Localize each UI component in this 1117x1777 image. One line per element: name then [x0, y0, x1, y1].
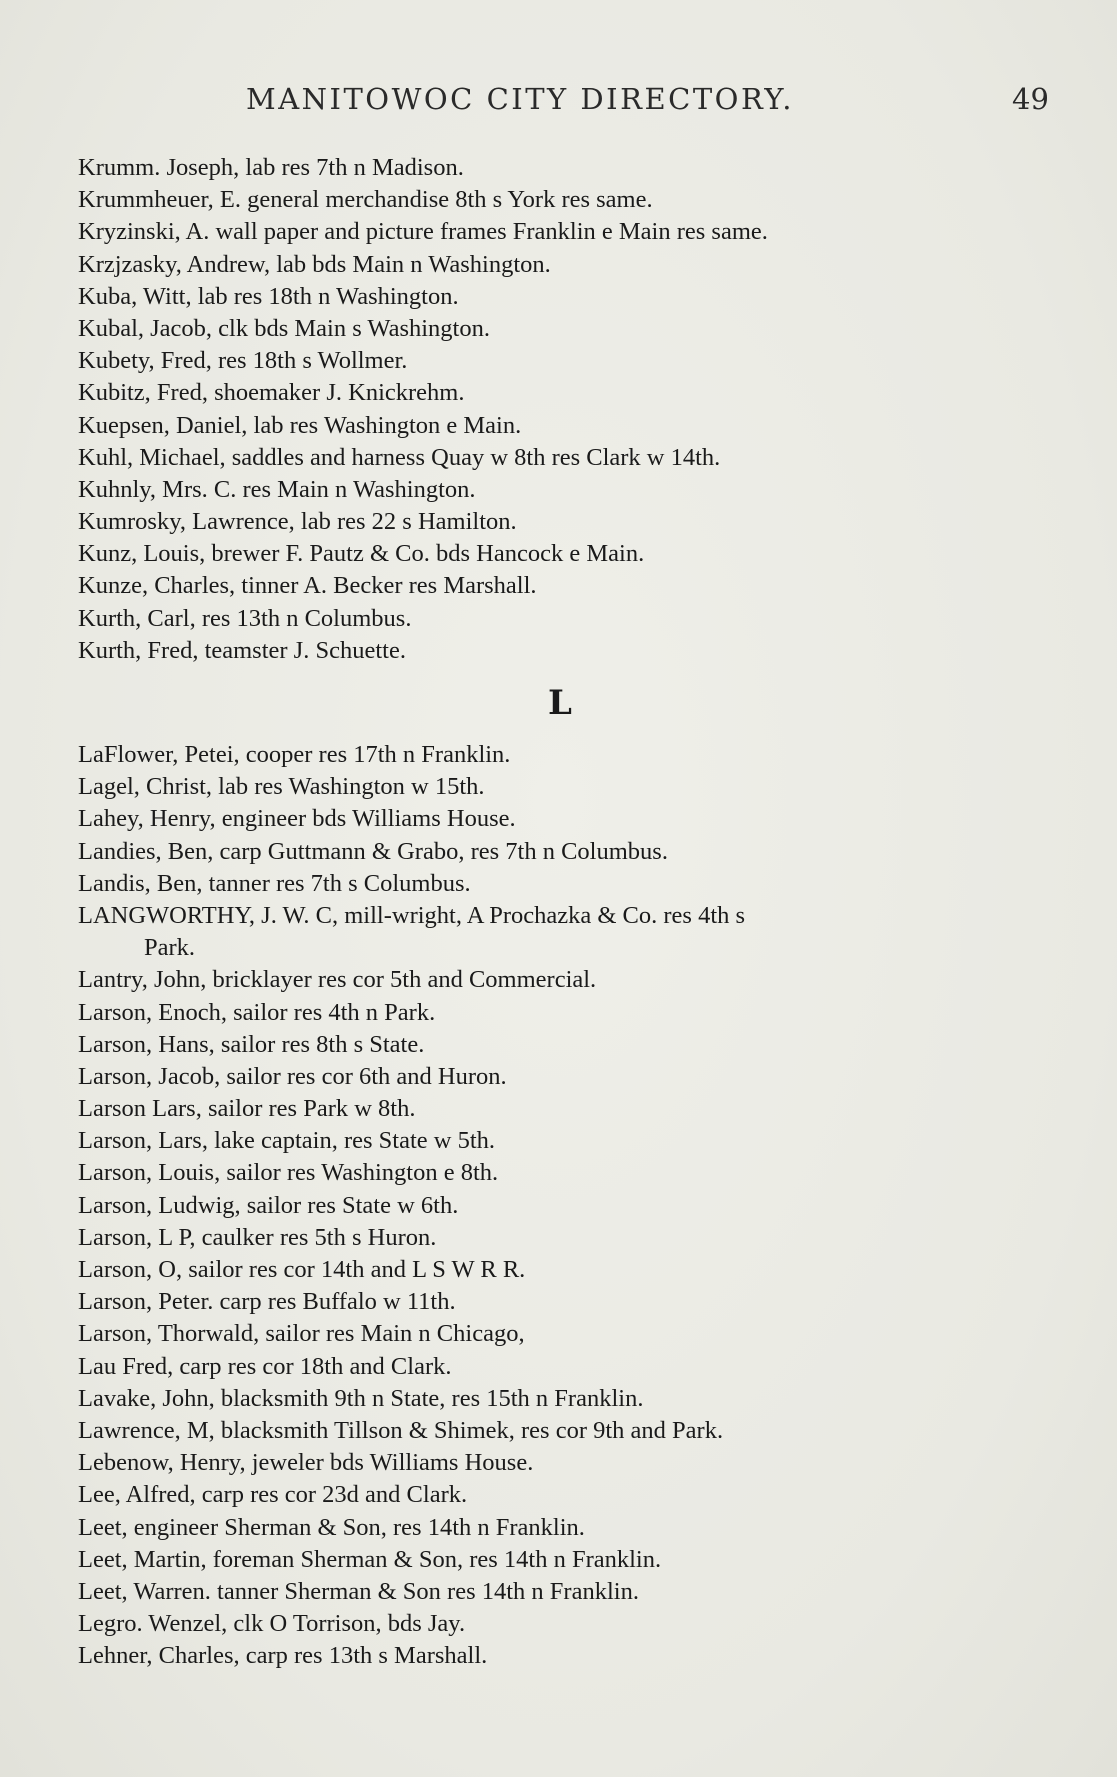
directory-entry: Lau Fred, carp res cor 18th and Clark.: [78, 1352, 452, 1380]
directory-entry-wrapped: [78, 900, 1078, 964]
directory-entry: Larson, Thorwald, sailor res Main n Chicago,: [78, 1320, 525, 1348]
running-title: MANITOWOC CITY DIRECTORY.: [246, 82, 795, 116]
directory-entry: Lavake, John, blacksmith 9th n State, res 15th n Franklin.: [78, 1384, 644, 1412]
directory-entry: LaFlower, Petei, cooper res 17th n Franklin.: [78, 741, 511, 768]
page-header: [0, 82, 1117, 122]
directory-entry: Krummheuer, E. general merchandise 8th s York res same.: [78, 186, 653, 214]
directory-entry: Kubitz, Fred, shoemaker J. Knickrehm.: [78, 379, 465, 407]
directory-entries: [78, 152, 1078, 1672]
directory-entry: Landis, Ben, tanner res 7th s Columbus.: [78, 869, 471, 897]
entry-line: LANGWORTHY, J. W. C, mill-wright, A Prochazka & Co. res 4th s: [78, 901, 746, 929]
directory-entry: Krumm. Joseph, lab res 7th n Madison.: [78, 154, 464, 181]
directory-entry: Larson, Ludwig, sailor res State w 6th.: [78, 1191, 459, 1219]
directory-entry: Lantry, John, bricklayer res cor 5th and Commercial.: [78, 966, 597, 994]
entry-continuation-line: Park.: [144, 934, 196, 962]
directory-entry: Larson, Peter. carp res Buffalo w 11th.: [78, 1288, 456, 1316]
section-letter-heading: L: [548, 683, 572, 723]
directory-entry: Lahey, Henry, engineer bds Williams House.: [78, 805, 516, 833]
directory-entry: Kubal, Jacob, clk bds Main s Washington.: [78, 314, 490, 342]
directory-entry: Kuba, Witt, lab res 18th n Washington.: [78, 282, 459, 310]
directory-entry: Leet, Martin, foreman Sherman & Son, res 14th n Franklin.: [78, 1545, 662, 1573]
directory-entry: Lebenow, Henry, jeweler bds Williams House.: [78, 1449, 534, 1477]
directory-entry: Lawrence, M, blacksmith Tillson & Shimek, res cor 9th and Park.: [78, 1416, 724, 1444]
directory-entry: Kuhnly, Mrs. C. res Main n Washington.: [78, 475, 476, 503]
directory-entry: Lee, Alfred, carp res cor 23d and Clark.: [78, 1481, 468, 1509]
directory-entry: Kurth, Fred, teamster J. Schuette.: [78, 636, 406, 664]
directory-entry: Larson, Hans, sailor res 8th s State.: [78, 1030, 425, 1058]
directory-entry: Landies, Ben, carp Guttmann & Grabo, res 7th n Columbus.: [78, 837, 668, 865]
directory-entry: Larson, Jacob, sailor res cor 6th and Huron.: [78, 1062, 507, 1090]
directory-entry: Leet, Warren. tanner Sherman & Son res 14th n Franklin.: [78, 1577, 639, 1605]
directory-entry: Kubety, Fred, res 18th s Wollmer.: [78, 347, 408, 375]
directory-entry: Kumrosky, Lawrence, lab res 22 s Hamilton.: [78, 508, 517, 536]
page-number: 49: [1012, 82, 1049, 116]
directory-entry: Larson, Enoch, sailor res 4th n Park.: [78, 998, 436, 1026]
directory-entry: Kunze, Charles, tinner A. Becker res Marshall.: [78, 572, 537, 600]
directory-entry: Larson, O, sailor res cor 14th and L S W R R.: [78, 1256, 526, 1284]
directory-entry: Larson, Louis, sailor res Washington e 8th.: [78, 1159, 499, 1187]
directory-entry: Lehner, Charles, carp res 13th s Marshall.: [78, 1642, 488, 1670]
directory-entry: Larson, Lars, lake captain, res State w 5th.: [78, 1127, 496, 1155]
directory-entry: Kuhl, Michael, saddles and harness Quay w 8th res Clark w 14th.: [78, 443, 721, 471]
directory-entry: Kunz, Louis, brewer F. Pautz & Co. bds Hancock e Main.: [78, 540, 645, 568]
directory-entry: Legro. Wenzel, clk O Torrison, bds Jay.: [78, 1610, 466, 1638]
directory-entry: Kryzinski, A. wall paper and picture frames Franklin e Main res same.: [78, 218, 768, 246]
directory-entry: Leet, engineer Sherman & Son, res 14th n Franklin.: [78, 1513, 585, 1541]
directory-entry: Krzjzasky, Andrew, lab bds Main n Washington.: [78, 250, 551, 278]
directory-entry: Lagel, Christ, lab res Washington w 15th.: [78, 773, 485, 801]
directory-entry: Larson Lars, sailor res Park w 8th.: [78, 1095, 416, 1123]
directory-entry: Kuepsen, Daniel, lab res Washington e Main.: [78, 411, 522, 439]
directory-entry: Larson, L P, caulker res 5th s Huron.: [78, 1223, 437, 1251]
directory-entry: Kurth, Carl, res 13th n Columbus.: [78, 604, 412, 632]
